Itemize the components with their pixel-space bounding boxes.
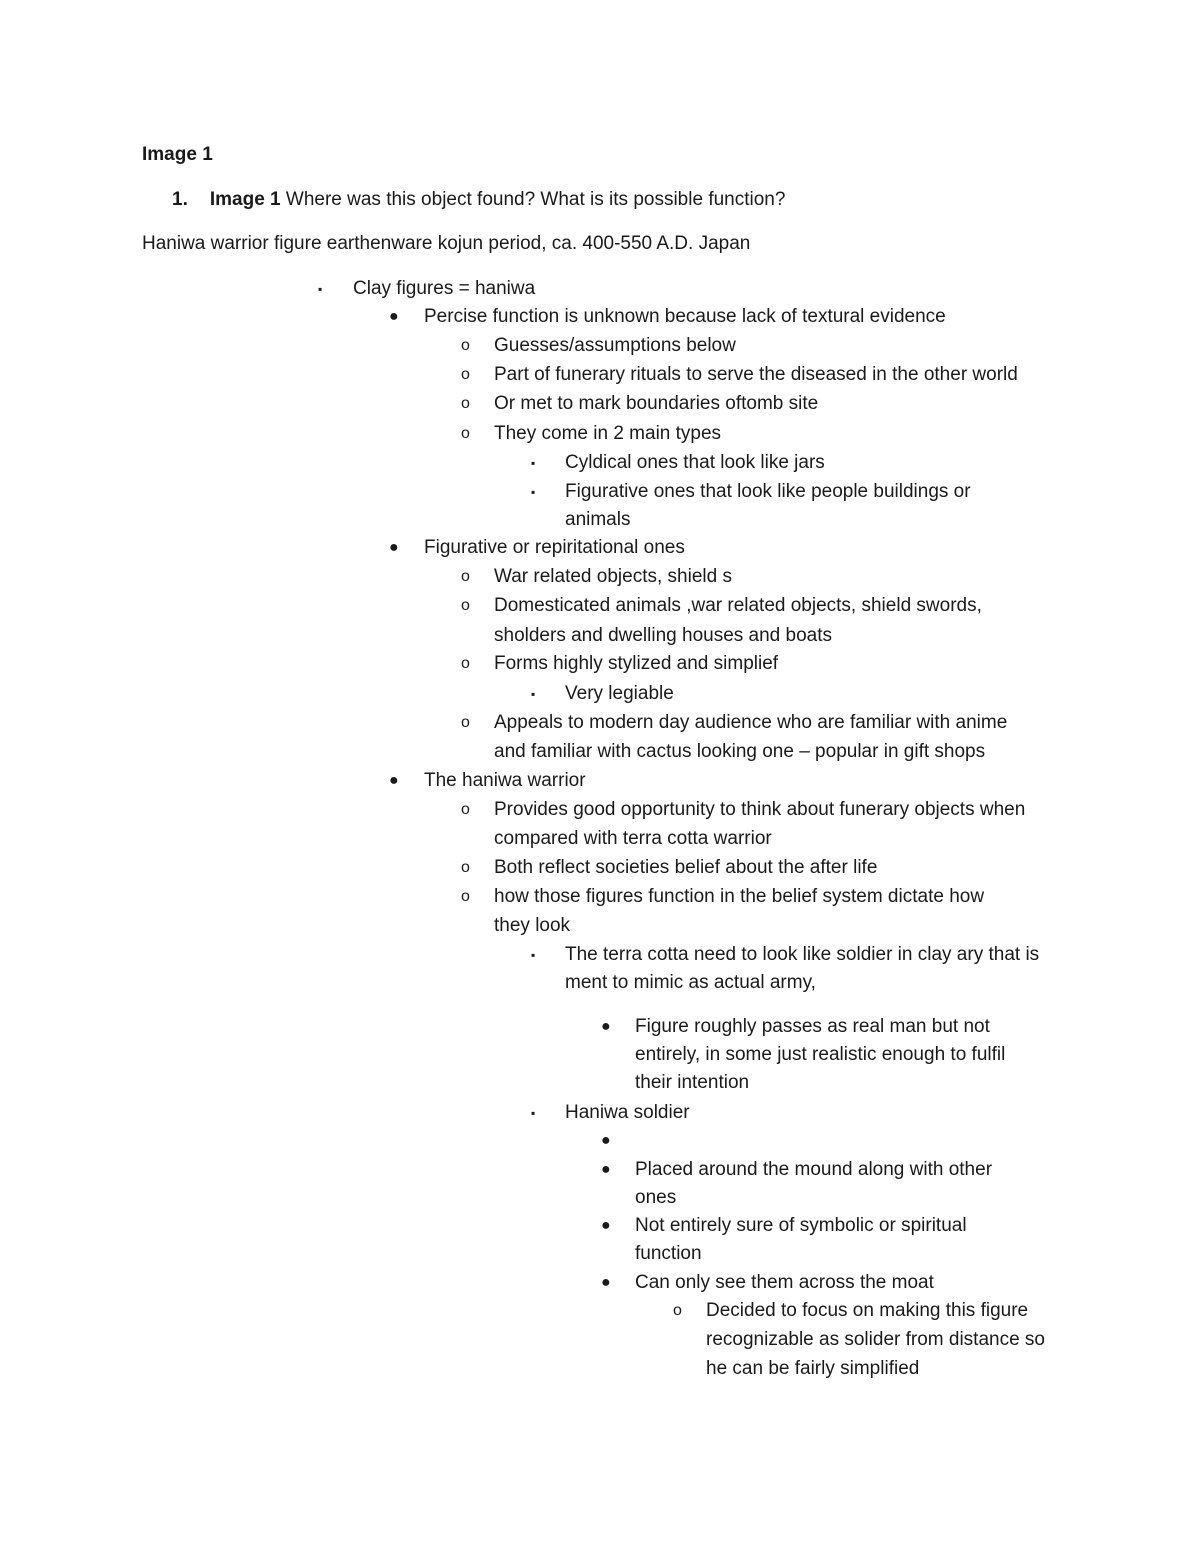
note-text: ment to mimic as actual army,	[565, 972, 816, 993]
note-text: Percise function is unknown because lack of textural evidence	[424, 306, 946, 327]
note-text: entirely, in some just realistic enough to fulfil	[635, 1044, 1006, 1065]
note-text: Appeals to modern day audience who are familiar with anime	[494, 712, 1008, 733]
note-text: he can be fairly simplified	[706, 1358, 920, 1379]
note-text: The terra cotta need to look like soldier in clay ary that is	[565, 944, 1040, 965]
note-text: The haniwa warrior	[424, 770, 586, 791]
note-text: Domesticated animals ,war related objects, shield swords,	[494, 595, 982, 616]
note-text: Guesses/assumptions below	[494, 335, 736, 356]
square-bullet-icon: ▪	[531, 456, 536, 470]
circle-bullet-icon: o	[461, 597, 470, 614]
question-label: Image 1	[209, 189, 281, 210]
note-text: They come in 2 main types	[494, 423, 722, 444]
note-text: Very legiable	[565, 683, 674, 704]
note-text: Haniwa soldier	[565, 1102, 690, 1123]
note-text: Figure roughly passes as real man but not	[635, 1016, 990, 1037]
circle-bullet-icon: o	[461, 366, 470, 383]
note-text: their intention	[635, 1072, 750, 1093]
question-number: 1.	[172, 189, 188, 210]
intro-line: Haniwa warrior figure earthenware kojun period, ca. 400-550 A.D. Japan	[142, 233, 751, 254]
square-bullet-icon: ▪	[531, 1106, 536, 1120]
note-text: Figurative or repiritational ones	[424, 537, 685, 558]
circle-bullet-icon: o	[461, 568, 470, 585]
note-text: and familiar with cactus looking one – popular in gift shops	[494, 741, 986, 762]
circle-bullet-icon: o	[673, 1302, 682, 1319]
note-text: recognizable as solider from distance so	[706, 1329, 1046, 1350]
question-1	[172, 188, 785, 212]
note-text: Cyldical ones that look like jars	[565, 452, 825, 473]
dot-bullet-icon: ●	[601, 1132, 611, 1149]
note-text: how those figures function in the belief system dictate how	[494, 886, 985, 907]
note-text: Can only see them across the moat	[635, 1272, 934, 1293]
note-text: Decided to focus on making this figure	[706, 1300, 1029, 1321]
note-text: Forms highly stylized and simplief	[494, 653, 779, 674]
circle-bullet-icon: o	[461, 714, 470, 731]
dot-bullet-icon: ●	[601, 1274, 611, 1291]
note-text: Or met to mark boundaries oftomb site	[494, 393, 819, 414]
dot-bullet-icon: ●	[601, 1161, 611, 1178]
note-text: Clay figures = haniwa	[353, 278, 536, 299]
circle-bullet-icon: o	[461, 859, 470, 876]
circle-bullet-icon: o	[461, 425, 470, 442]
note-text: sholders and dwelling houses and boats	[494, 625, 833, 646]
page-heading: Image 1	[142, 144, 213, 165]
note-text: Provides good opportunity to think about funerary objects when	[494, 799, 1026, 820]
question-text: Where was this object found? What is its possible function?	[280, 189, 786, 210]
dot-bullet-icon: ●	[389, 539, 399, 556]
circle-bullet-icon: o	[461, 655, 470, 672]
dot-bullet-icon: ●	[601, 1217, 611, 1234]
note-text: War related objects, shield s	[494, 566, 732, 587]
square-bullet-icon: ▪	[531, 485, 536, 499]
square-bullet-icon: ▪	[318, 282, 323, 296]
note-text: Not entirely sure of symbolic or spiritual	[635, 1215, 967, 1236]
circle-bullet-icon: o	[461, 801, 470, 818]
note-text: Placed around the mound along with other	[635, 1159, 993, 1180]
circle-bullet-icon: o	[461, 395, 470, 412]
note-text: Part of funerary rituals to serve the diseased in the other world	[494, 364, 1018, 385]
note-text: ones	[635, 1187, 677, 1208]
note-text: Figurative ones that look like people buildings or	[565, 481, 971, 502]
dot-bullet-icon: ●	[601, 1018, 611, 1035]
square-bullet-icon: ▪	[531, 687, 536, 701]
note-text: Both reflect societies belief about the after life	[494, 857, 878, 878]
note-text: compared with terra cotta warrior	[494, 828, 772, 849]
dot-bullet-icon: ●	[389, 308, 399, 325]
circle-bullet-icon: o	[461, 888, 470, 905]
square-bullet-icon: ▪	[531, 948, 536, 962]
dot-bullet-icon: ●	[389, 772, 399, 789]
note-text: they look	[494, 915, 571, 936]
circle-bullet-icon: o	[461, 337, 470, 354]
note-text: animals	[565, 509, 631, 530]
note-text: function	[635, 1243, 702, 1264]
